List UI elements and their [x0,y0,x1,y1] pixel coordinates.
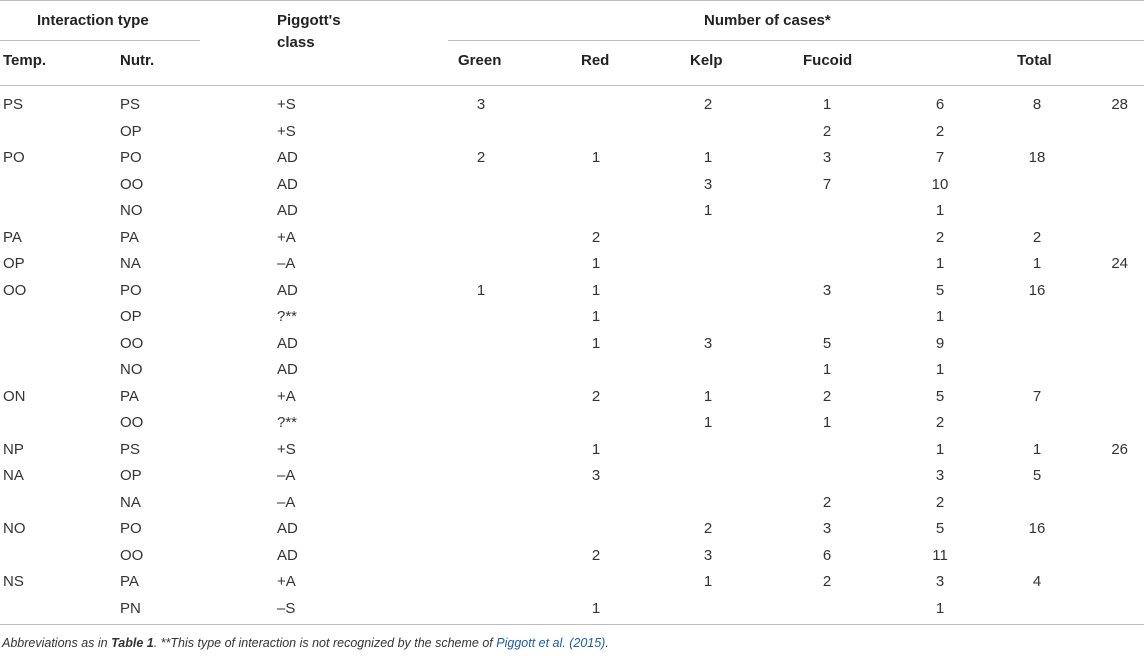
cell-n2: 4 [1032,573,1042,590]
cell-green: 3 [476,96,486,113]
cell-n3: 26 [1111,441,1128,458]
cell-n2: 16 [1028,520,1046,537]
cell-fucoid: 3 [822,520,832,537]
cell-kelp: 3 [703,176,713,193]
cell-kelp: 1 [703,149,713,166]
cell-n1: 3 [935,467,945,484]
cell-nutr: PO [120,520,142,537]
cell-cls: AD [277,335,298,352]
footnote-table-ref[interactable]: Table 1 [111,636,154,650]
cell-cls: AD [277,520,298,537]
cell-n2: 16 [1028,282,1046,299]
cell-nutr: PO [120,149,142,166]
cell-cls: –S [277,600,296,617]
cell-temp: OO [3,282,27,299]
cell-temp: PS [3,96,24,113]
cell-nutr: PS [120,441,141,458]
header-kelp: Kelp [690,52,723,69]
cell-n1: 1 [935,202,945,219]
cell-n1: 10 [931,176,949,193]
cell-red: 2 [591,388,601,405]
footnote-middle: . **This type of interaction is not recognized by the scheme of [153,636,497,650]
cell-kelp: 2 [703,520,713,537]
cell-nutr: NO [120,361,143,378]
cell-cls: AD [277,149,298,166]
cell-nutr: NA [120,255,141,272]
cell-fucoid: 7 [822,176,832,193]
cell-n1: 5 [935,282,945,299]
cell-temp: OP [3,255,25,272]
cell-fucoid: 3 [822,282,832,299]
cell-cls: +S [277,96,296,113]
cell-fucoid: 2 [822,123,832,140]
cell-n1: 6 [935,96,945,113]
cell-n3: 28 [1111,96,1128,113]
header-piggott-line1: Piggott's [277,12,341,29]
cell-nutr: PA [120,388,139,405]
cell-cls: ?** [277,308,298,325]
cell-cls: AD [277,176,298,193]
cell-fucoid: 6 [822,547,832,564]
footnote-citation-link[interactable]: Piggott et al. (2015) [496,636,606,650]
cell-n1: 1 [935,600,945,617]
cell-cls: +A [277,229,296,246]
cell-n2: 8 [1032,96,1042,113]
cell-cls: +A [277,573,296,590]
cell-cls: –A [277,255,296,272]
cell-n1: 7 [935,149,945,166]
cell-n1: 1 [935,255,945,272]
cell-cls: +S [277,441,296,458]
cell-red: 1 [591,282,601,299]
cell-red: 1 [591,600,601,617]
cell-kelp: 1 [703,388,713,405]
cell-nutr: PA [120,229,139,246]
cell-temp: NA [3,467,24,484]
cell-n2: 2 [1032,229,1042,246]
cell-green: 2 [476,149,486,166]
cell-n1: 11 [932,547,948,564]
cell-nutr: PS [120,96,141,113]
footnote [2,636,609,650]
cell-fucoid: 5 [822,335,832,352]
header-temp: Temp. [3,52,47,69]
cell-cls: AD [277,202,298,219]
cell-red: 1 [591,441,601,458]
interaction-type-underline [0,40,200,41]
cell-n1: 9 [935,335,945,352]
header-red: Red [581,52,610,69]
cell-cls: ?** [277,414,298,431]
cell-green: 1 [476,282,486,299]
cell-kelp: 3 [703,335,713,352]
cell-nutr: PO [120,282,142,299]
cell-kelp: 1 [703,202,713,219]
cell-temp: NP [3,441,24,458]
cell-fucoid: 2 [822,388,832,405]
cell-nutr: PA [120,573,139,590]
cell-kelp: 1 [703,414,713,431]
cell-nutr: OP [120,467,142,484]
cell-temp: PO [3,149,25,166]
cell-n3: 24 [1111,255,1128,272]
cell-n2: 18 [1028,149,1046,166]
cell-cls: –A [277,494,296,511]
cell-n1: 2 [935,494,945,511]
cell-n1: 1 [935,308,945,325]
cell-fucoid: 2 [822,573,832,590]
cell-cls: AD [277,361,298,378]
cell-temp: NO [3,520,26,537]
cell-n2: 1 [1032,441,1042,458]
cell-red: 1 [591,149,601,166]
header-bottom-rule [0,85,1144,86]
cell-nutr: OO [120,176,144,193]
cell-nutr: OP [120,123,142,140]
cell-n1: 5 [935,388,945,405]
cell-temp: NS [3,573,24,590]
cell-n1: 5 [935,520,945,537]
table-top-rule [0,0,1144,1]
header-fucoid: Fucoid [803,52,853,69]
cell-nutr: PN [120,600,141,617]
cell-temp: PA [3,229,22,246]
cell-red: 1 [591,335,601,352]
cell-red: 1 [591,308,601,325]
cell-n1: 2 [935,123,945,140]
cell-kelp: 3 [703,547,713,564]
cell-fucoid: 1 [822,414,832,431]
header-total: Total [1017,52,1052,69]
cell-n2: 1 [1032,255,1042,272]
cell-fucoid: 2 [822,494,832,511]
header-green: Green [458,52,502,69]
cell-nutr: NA [120,494,141,511]
cell-kelp: 1 [703,573,713,590]
cell-nutr: OP [120,308,142,325]
header-piggott-line2: class [277,34,315,51]
cell-kelp: 2 [703,96,713,113]
cell-fucoid: 1 [822,361,832,378]
cell-nutr: OO [120,547,144,564]
cell-n1: 2 [935,414,945,431]
cell-red: 3 [591,467,601,484]
cell-n1: 1 [935,361,945,378]
header-number-of-cases: Number of cases* [704,12,831,29]
cell-nutr: OO [120,414,144,431]
cell-cls: +S [277,123,296,140]
cell-red: 2 [591,547,601,564]
cell-cls: –A [277,467,296,484]
cell-red: 1 [591,255,601,272]
cell-cls: AD [277,547,298,564]
cell-nutr: OO [120,335,144,352]
number-of-cases-underline [448,40,1144,41]
cell-cls: AD [277,282,298,299]
footnote-suffix: . [605,636,609,650]
cell-n2: 5 [1032,467,1042,484]
cell-temp: ON [3,388,26,405]
cell-n1: 1 [935,441,945,458]
header-nutr: Nutr. [120,52,155,69]
cell-fucoid: 1 [822,96,832,113]
table-bottom-rule [0,624,1144,625]
cell-nutr: NO [120,202,143,219]
cell-cls: +A [277,388,296,405]
cell-n2: 7 [1032,388,1042,405]
cell-n1: 2 [935,229,945,246]
footnote-prefix: Abbreviations as in [2,636,112,650]
cell-fucoid: 3 [822,149,832,166]
header-interaction-type: Interaction type [37,12,149,29]
cell-red: 2 [591,229,601,246]
cell-n1: 3 [935,573,945,590]
